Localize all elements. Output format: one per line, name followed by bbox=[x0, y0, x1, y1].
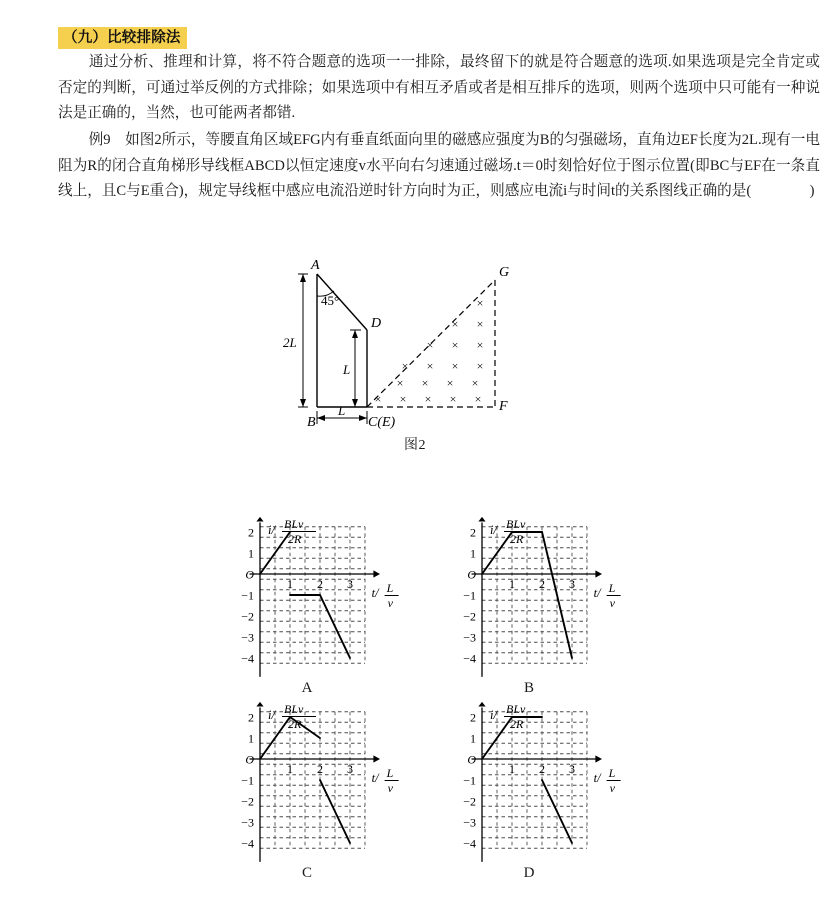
label-F: F bbox=[499, 399, 508, 414]
svg-text:i/: i/ bbox=[268, 523, 275, 537]
svg-text:−1: −1 bbox=[463, 588, 476, 603]
label-A: A bbox=[311, 258, 320, 273]
figure-2 bbox=[255, 252, 575, 467]
svg-text:2: 2 bbox=[539, 762, 545, 776]
svg-text:×: × bbox=[471, 376, 479, 390]
chart-D bbox=[418, 697, 640, 869]
svg-text:v: v bbox=[387, 781, 393, 795]
svg-text:×: × bbox=[426, 338, 434, 352]
problem-line-1: 例9 如图2所示，等腰直角区域EFG内有垂直纸面向里的磁感应强度为B的匀强磁场，直角边EF长度 bbox=[88, 132, 728, 148]
option-cell-A[interactable] bbox=[196, 512, 418, 697]
svg-text:BLv: BLv bbox=[284, 517, 304, 531]
chart-C-segment-2 bbox=[320, 780, 350, 843]
svg-text:2: 2 bbox=[539, 577, 545, 591]
svg-text:−3: −3 bbox=[463, 630, 476, 645]
svg-text:−2: −2 bbox=[463, 609, 476, 624]
chart-D-segment-2 bbox=[542, 780, 572, 843]
svg-text:2R: 2R bbox=[288, 532, 302, 546]
svg-text:v: v bbox=[609, 596, 615, 610]
intro-paragraph-text: 通过分析、推理和计算，将不符合题意的选项一一排除，最终留下的就是符合题意的选项.如果选项是完全肯定或否定的判断，可通过举反例的方式排除；如果选项中有相互矛盾或者是相互排斥的选项，则两个选项中只可能有一种说法是正确的，当然，也可能两者都错. bbox=[58, 54, 820, 121]
option-label-A: A bbox=[301, 680, 313, 696]
problem-line-4: 流i与时间t的关系图线正确的是( ) bbox=[548, 183, 815, 199]
svg-text:×: × bbox=[474, 392, 482, 406]
chart-D-xlabel bbox=[594, 766, 621, 795]
chart-B-y-ticklabels bbox=[463, 526, 476, 666]
svg-text:BLv: BLv bbox=[506, 517, 526, 531]
chart-A-x-ticklabels bbox=[287, 577, 353, 591]
svg-text:×: × bbox=[476, 338, 484, 352]
svg-text:2: 2 bbox=[470, 525, 476, 540]
section-heading: （九）比较排除法 bbox=[58, 27, 187, 49]
svg-text:−4: −4 bbox=[463, 651, 476, 666]
svg-text:i/: i/ bbox=[490, 708, 497, 722]
svg-text:−3: −3 bbox=[463, 815, 476, 830]
label-C: C(E) bbox=[368, 415, 396, 430]
svg-text:2: 2 bbox=[248, 710, 254, 725]
svg-text:−4: −4 bbox=[463, 836, 476, 851]
svg-text:×: × bbox=[451, 359, 459, 373]
option-cell-B[interactable] bbox=[418, 512, 640, 697]
chart-D-x-ticklabels bbox=[509, 762, 575, 776]
svg-text:t/: t/ bbox=[593, 586, 601, 600]
svg-text:×: × bbox=[424, 392, 432, 406]
svg-text:−1: −1 bbox=[463, 773, 476, 788]
svg-text:×: × bbox=[451, 338, 459, 352]
svg-text:3: 3 bbox=[569, 762, 575, 776]
chart-C-xlabel bbox=[372, 766, 399, 795]
svg-text:2: 2 bbox=[317, 577, 323, 591]
option-label-B: B bbox=[523, 680, 534, 696]
svg-text:−4: −4 bbox=[241, 651, 254, 666]
option-row-top bbox=[196, 512, 640, 697]
svg-text:L: L bbox=[608, 581, 616, 595]
chart-A-segment-2 bbox=[320, 595, 350, 658]
section-heading-wrap bbox=[58, 27, 187, 49]
svg-text:×: × bbox=[401, 359, 409, 373]
label-2L: 2L bbox=[283, 335, 297, 350]
svg-text:−3: −3 bbox=[241, 815, 254, 830]
option-label-C: C bbox=[301, 865, 312, 881]
chart-B-xlabel bbox=[594, 581, 621, 610]
svg-text:×: × bbox=[426, 359, 434, 373]
chart-B bbox=[418, 512, 640, 684]
svg-text:2R: 2R bbox=[510, 532, 524, 546]
svg-text:2R: 2R bbox=[288, 717, 302, 731]
svg-text:i/: i/ bbox=[268, 708, 275, 722]
svg-text:3: 3 bbox=[347, 762, 353, 776]
svg-text:×: × bbox=[476, 359, 484, 373]
svg-text:1: 1 bbox=[248, 546, 254, 561]
svg-text:v: v bbox=[609, 781, 615, 795]
magnetic-field-crosses bbox=[375, 296, 484, 406]
svg-text:×: × bbox=[374, 392, 382, 406]
svg-text:×: × bbox=[476, 296, 484, 310]
chart-C-svg bbox=[212, 697, 402, 869]
svg-text:O: O bbox=[245, 567, 254, 582]
svg-text:t/: t/ bbox=[593, 771, 601, 785]
chart-D-y-ticklabels bbox=[463, 711, 476, 851]
chart-A-y-ticklabels bbox=[241, 526, 254, 666]
figure-2-caption: 图2 bbox=[404, 438, 426, 453]
svg-text:×: × bbox=[396, 376, 404, 390]
svg-text:−2: −2 bbox=[463, 794, 476, 809]
svg-text:3: 3 bbox=[569, 577, 575, 591]
svg-text:1: 1 bbox=[509, 577, 515, 591]
intro-paragraph bbox=[58, 50, 820, 127]
svg-text:×: × bbox=[451, 317, 459, 331]
chart-C-x-ticklabels bbox=[287, 762, 353, 776]
svg-text:t/: t/ bbox=[371, 586, 379, 600]
svg-text:1: 1 bbox=[287, 577, 293, 591]
svg-text:×: × bbox=[476, 317, 484, 331]
svg-text:×: × bbox=[449, 392, 457, 406]
svg-text:L: L bbox=[386, 766, 394, 780]
label-L-horizontal: L bbox=[338, 403, 346, 418]
svg-text:−1: −1 bbox=[241, 588, 254, 603]
label-D: D bbox=[371, 316, 382, 331]
label-angle-45: 45° bbox=[321, 293, 340, 308]
svg-text:v: v bbox=[387, 596, 393, 610]
svg-text:−4: −4 bbox=[241, 836, 254, 851]
svg-text:O: O bbox=[467, 567, 476, 582]
chart-D-svg bbox=[434, 697, 624, 869]
chart-A-xlabel bbox=[372, 581, 399, 610]
svg-text:×: × bbox=[399, 392, 407, 406]
option-label-D: D bbox=[523, 865, 535, 881]
svg-text:2: 2 bbox=[248, 525, 254, 540]
chart-B-x-ticklabels bbox=[509, 577, 575, 591]
dimension-L-vertical bbox=[350, 330, 361, 407]
svg-text:1: 1 bbox=[287, 762, 293, 776]
problem-line-2: 为2L.现有一电阻为R的闭合直角梯形导线框ABCD以恒定速度v水平向右匀速通过磁场.t＝0时刻恰好位于 bbox=[58, 132, 820, 174]
svg-text:2R: 2R bbox=[510, 717, 524, 731]
option-graphs bbox=[196, 512, 640, 882]
svg-text:BLv: BLv bbox=[284, 702, 304, 716]
label-L-vertical: L bbox=[343, 362, 351, 377]
svg-text:i/: i/ bbox=[490, 523, 497, 537]
svg-text:BLv: BLv bbox=[506, 702, 526, 716]
svg-text:L: L bbox=[386, 581, 394, 595]
svg-text:3: 3 bbox=[347, 577, 353, 591]
svg-text:2: 2 bbox=[470, 710, 476, 725]
svg-text:1: 1 bbox=[248, 731, 254, 746]
chart-B-svg bbox=[434, 512, 624, 684]
dimension-2L bbox=[298, 274, 308, 407]
svg-text:×: × bbox=[446, 376, 454, 390]
svg-text:−1: −1 bbox=[241, 773, 254, 788]
label-B: B bbox=[307, 415, 316, 430]
option-cell-D[interactable] bbox=[418, 697, 640, 882]
svg-text:O: O bbox=[245, 752, 254, 767]
chart-C bbox=[196, 697, 418, 869]
option-row-bottom bbox=[196, 697, 640, 882]
chart-D-grid bbox=[482, 712, 587, 849]
problem-line-3: 图示位置(即BC与EF在一条直线上，且C与E重合)，规定导线框中感应电流沿逆时针方向时为正，则感应电 bbox=[58, 157, 820, 199]
figure-2-drawing bbox=[255, 252, 575, 437]
svg-text:−2: −2 bbox=[241, 609, 254, 624]
problem-statement bbox=[58, 128, 820, 205]
chart-B-grid bbox=[482, 527, 587, 664]
svg-text:×: × bbox=[421, 376, 429, 390]
svg-text:t/: t/ bbox=[371, 771, 379, 785]
svg-text:1: 1 bbox=[470, 546, 476, 561]
svg-text:−3: −3 bbox=[241, 630, 254, 645]
svg-text:1: 1 bbox=[509, 762, 515, 776]
chart-A bbox=[196, 512, 418, 684]
label-G: G bbox=[499, 265, 510, 280]
option-cell-C[interactable] bbox=[196, 697, 418, 882]
svg-text:2: 2 bbox=[317, 762, 323, 776]
chart-C-y-ticklabels bbox=[241, 711, 254, 851]
svg-text:1: 1 bbox=[470, 731, 476, 746]
svg-text:O: O bbox=[467, 752, 476, 767]
svg-text:−2: −2 bbox=[241, 794, 254, 809]
svg-text:L: L bbox=[608, 766, 616, 780]
chart-A-svg bbox=[212, 512, 402, 684]
